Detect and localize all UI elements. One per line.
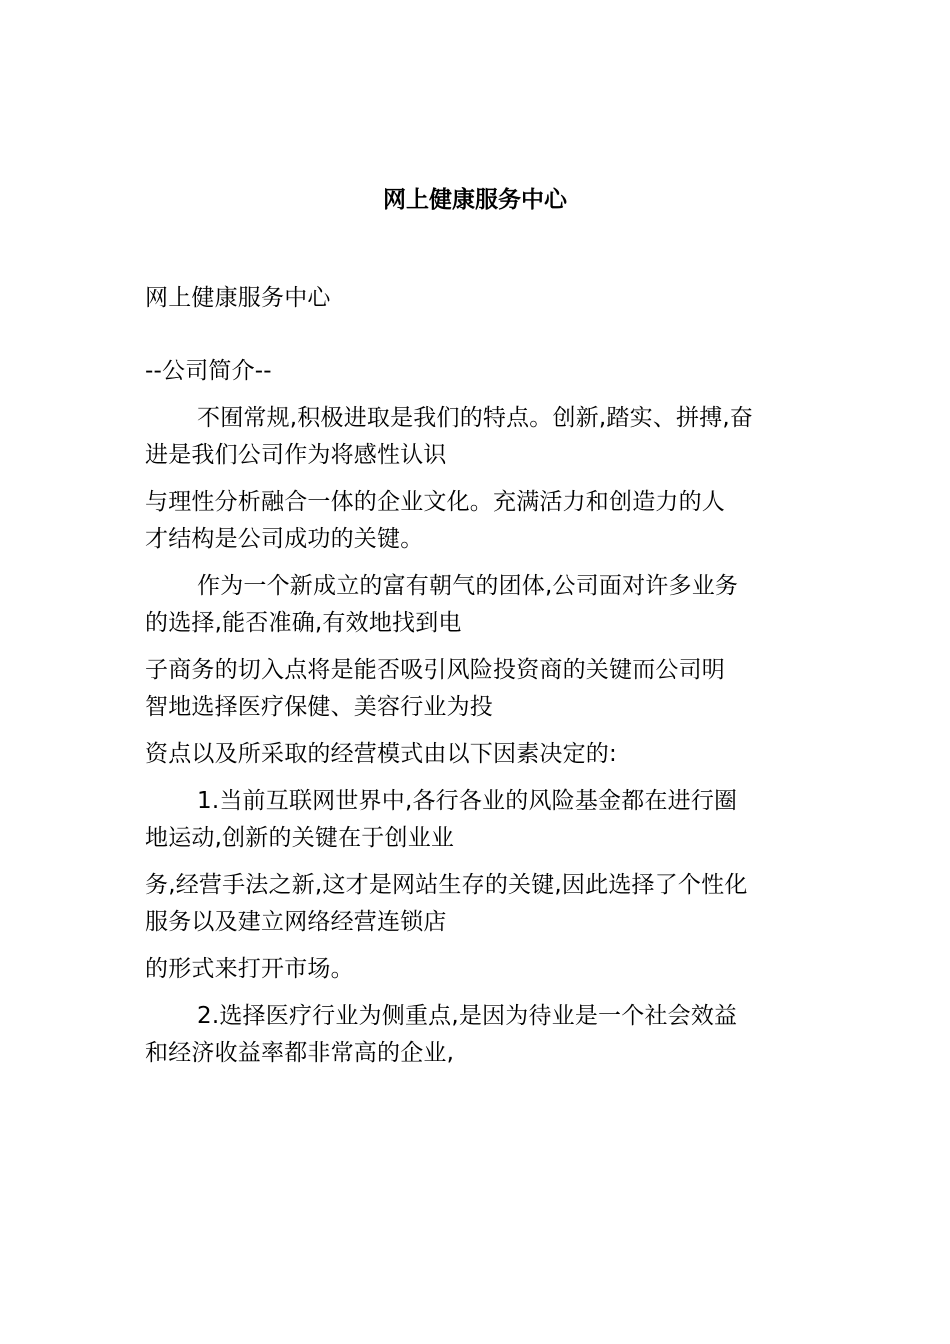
- paragraph-line: 和经济收益率都非常高的企业,: [145, 1040, 455, 1066]
- list-item-1-cont: [145, 867, 810, 941]
- paragraph-intro-2: [145, 484, 810, 558]
- paragraph-line: 务,经营手法之新,这才是网站生存的关键,因此选择了个性化: [145, 872, 748, 898]
- list-item-1-end: [145, 951, 810, 988]
- paragraph-intro-3: [145, 568, 810, 642]
- paragraph-intro-1: [145, 400, 810, 474]
- paragraph-line: 的形式来打开市场。: [145, 956, 354, 982]
- paragraph-intro-4: [145, 652, 810, 726]
- list-item-2: [145, 998, 810, 1072]
- paragraph-line: 的选择,能否准确,有效地找到电: [145, 610, 462, 636]
- paragraph-line: 子商务的切入点将是能否吸引风险投资商的关键而公司明: [145, 657, 725, 683]
- paragraph-intro-5: [145, 736, 810, 773]
- paragraph-line: 进是我们公司作为将感性认识: [145, 442, 447, 468]
- paragraph-line: 资点以及所采取的经营模式由以下因素决定的:: [145, 741, 617, 767]
- paragraph-line: 服务以及建立网络经营连锁店: [145, 909, 447, 935]
- document-title: 网上健康服务中心: [383, 186, 567, 213]
- paragraph-line: 不囿常规,积极进取是我们的特点。创新,踏实、拼搏,奋: [197, 405, 754, 431]
- paragraph-line: 1.当前互联网世界中,各行各业的风险基金都在进行圈: [197, 788, 738, 814]
- paragraph-line: 作为一个新成立的富有朝气的团体,公司面对许多业务: [197, 573, 739, 599]
- paragraph-line: 智地选择医疗保健、美容行业为投: [145, 694, 493, 720]
- paragraph-line: 地运动,创新的关键在于创业业: [145, 825, 455, 851]
- paragraph-line: 2.选择医疗行业为侧重点,是因为待业是一个社会效益: [197, 1003, 738, 1029]
- document-subtitle: 网上健康服务中心: [145, 285, 331, 311]
- section-heading: --公司简介--: [145, 358, 272, 384]
- document-body: [145, 280, 810, 1072]
- list-item-1: [145, 783, 810, 857]
- paragraph-line: 与理性分析融合一体的企业文化。充满活力和创造力的人: [145, 489, 725, 515]
- paragraph-line: 才结构是公司成功的关键。: [145, 526, 424, 552]
